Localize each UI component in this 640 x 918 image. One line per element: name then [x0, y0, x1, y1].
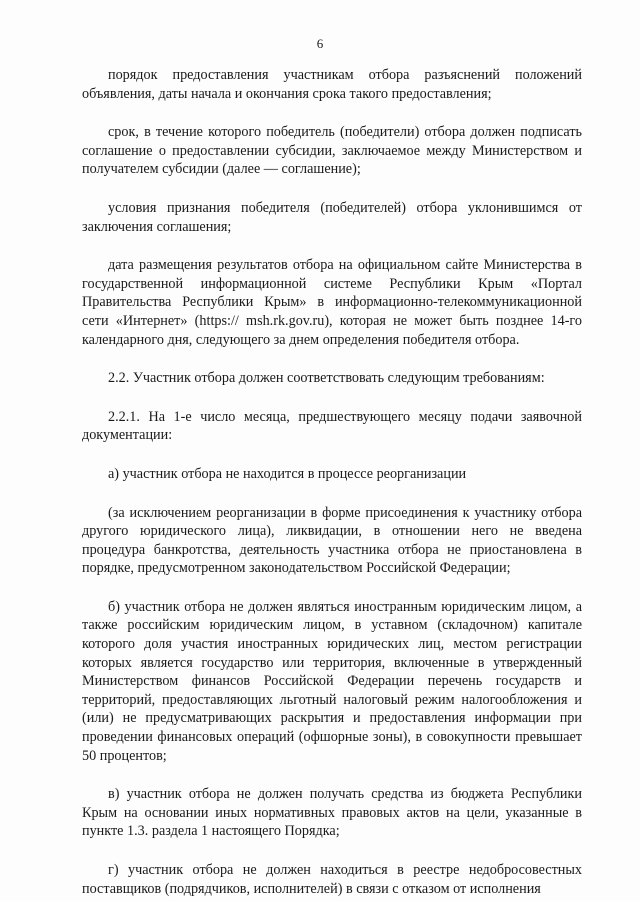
paragraph-agreement-deadline: срок, в течение которого победитель (победители) отбора должен подписать соглашение о предоставлении субсидии, заключаемое между Министерством и получателем субсидии (далее — соглашение);: [82, 124, 582, 178]
document-body: [82, 66, 582, 918]
paragraph-clarification-order: порядок предоставления участникам отбора разъяснений положений объявления, даты начала и окончания срока такого предоставления;: [82, 67, 582, 102]
paragraph-requirements-heading: 2.2. Участник отбора должен соответствовать следующим требованиям:: [108, 370, 545, 387]
paragraph-requirements-date: 2.2.1. На 1-е число месяца, предшествующего месяцу подачи заявочной документации:: [82, 408, 582, 444]
paragraph-evasion-conditions: условия признания победителя (победителей) отбора уклонившимся от заключения соглашения;: [82, 199, 582, 235]
paragraph-item-v: в) участник отбора не должен получать средства из бюджета Республики Крым на основании иных нормативных правовых актов на цели, указанные в пункте 1.3. раздела 1 настоящего Порядка;: [82, 786, 582, 840]
page-number: 6: [316, 36, 324, 51]
paragraph-results-publication: дата размещения результатов отбора на официальном сайте Министерства в государственной информационной системе Республики Крым «Портал Правительства Республики Крым» в информационно-телекоммуникационной сети «Интернет» (https:// msh.rk.gov.ru), которая не может быть позднее 14-го календарного дня, следующего за днем определения победителя отбора.: [82, 257, 582, 348]
paragraph-item-a-continued: (за исключением реорганизации в форме присоединения к участнику отбора другого юридического лица), ликвидации, в отношении него не введена процедура банкротства, деятельность участника отбора не приостановлена в порядке, предусмотренном законодательством Российской Федерации;: [82, 504, 582, 577]
paragraph-item-b: б) участник отбора не должен являться иностранным юридическим лицом, а также российским юридическим лицом, в уставном (складочном) капитале которого доля участия иностранных юридических лиц, местом регистрации которых является государство или территория, включенные в утвержденный Министерством финансов Российской Федерации перечень государств и территорий, предоставляющих льготный налоговый режим налогообложения и (или) не предусматривающих раскрытия и предоставления информации при проведении финансовых операций (офшорные зоны), в совокупности превышает 50 процентов;: [82, 598, 582, 764]
paragraph-item-a: а) участник отбора не находится в процессе реорганизации: [108, 465, 467, 482]
paragraph-item-g: г) участник отбора не должен находиться в реестре недобросовестных поставщиков (подрядчиков, исполнителей) в связи с отказом от исполнения: [82, 862, 582, 897]
